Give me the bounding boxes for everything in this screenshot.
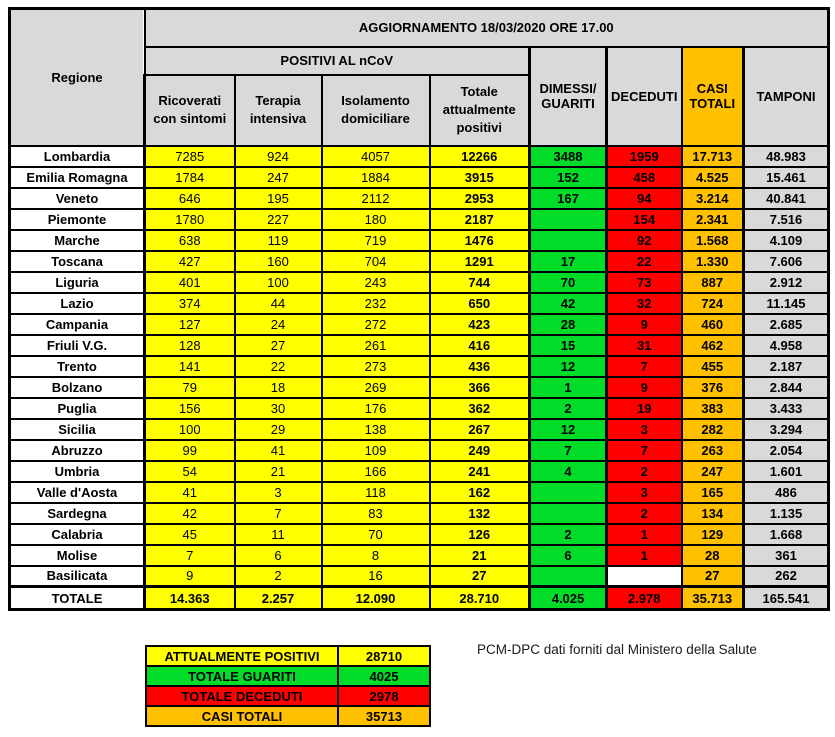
value-cell: 167: [530, 188, 607, 209]
value-cell: 1784: [145, 167, 235, 188]
value-cell: 744: [430, 272, 530, 293]
column-header-dimessi-guariti: DIMESSI/ GUARITI: [530, 47, 607, 146]
summary-row-totale-guariti: [146, 666, 430, 686]
value-cell: 3488: [530, 146, 607, 167]
summary-label: TOTALE DECEDUTI: [146, 686, 338, 706]
value-cell: 269: [322, 377, 430, 398]
value-cell: 1: [607, 545, 682, 566]
value-cell: 1: [607, 524, 682, 545]
value-cell: 21: [235, 461, 322, 482]
value-cell: 460: [682, 314, 744, 335]
value-cell: 2.912: [744, 272, 829, 293]
value-cell: 249: [430, 440, 530, 461]
value-cell: 128: [145, 335, 235, 356]
table-row: [10, 335, 829, 356]
value-cell: 11.145: [744, 293, 829, 314]
group-header-positivi: POSITIVI AL nCoV: [145, 47, 530, 75]
value-cell: 2112: [322, 188, 430, 209]
value-cell: 3.214: [682, 188, 744, 209]
value-cell: 9: [607, 314, 682, 335]
value-cell: 267: [430, 419, 530, 440]
value-cell: 7.516: [744, 209, 829, 230]
value-cell: 9: [607, 377, 682, 398]
value-cell: 29: [235, 419, 322, 440]
value-cell: 427: [145, 251, 235, 272]
value-cell: 83: [322, 503, 430, 524]
value-cell: 650: [430, 293, 530, 314]
table-row: [10, 314, 829, 335]
value-cell: 165: [682, 482, 744, 503]
value-cell: 141: [145, 356, 235, 377]
summary-row-casi-totali: [146, 706, 430, 726]
value-cell: 42: [145, 503, 235, 524]
value-cell: 2.685: [744, 314, 829, 335]
value-cell: [530, 209, 607, 230]
column-header-tamponi: TAMPONI: [744, 47, 829, 146]
value-cell: 6: [235, 545, 322, 566]
value-cell: 12.090: [322, 587, 430, 610]
summary-value: 4025: [338, 666, 430, 686]
summary-legend-table: [145, 645, 431, 727]
value-cell: 41: [235, 440, 322, 461]
summary-label: CASI TOTALI: [146, 706, 338, 726]
table-row: [10, 251, 829, 272]
value-cell: 6: [530, 545, 607, 566]
value-cell: 22: [235, 356, 322, 377]
value-cell: 638: [145, 230, 235, 251]
table-row: [10, 524, 829, 545]
value-cell: 1476: [430, 230, 530, 251]
value-cell: 180: [322, 209, 430, 230]
value-cell: 15.461: [744, 167, 829, 188]
value-cell: 3: [235, 482, 322, 503]
value-cell: 24: [235, 314, 322, 335]
summary-label: TOTALE GUARITI: [146, 666, 338, 686]
value-cell: 127: [145, 314, 235, 335]
region-cell: Toscana: [10, 251, 145, 272]
value-cell: 2: [530, 398, 607, 419]
value-cell: 3: [607, 482, 682, 503]
value-cell: 118: [322, 482, 430, 503]
value-cell: 2.054: [744, 440, 829, 461]
table-row: [10, 461, 829, 482]
table-row: [10, 209, 829, 230]
value-cell: 361: [744, 545, 829, 566]
covid-region-table: [8, 7, 830, 611]
value-cell: 241: [430, 461, 530, 482]
value-cell: 1.668: [744, 524, 829, 545]
value-cell: 704: [322, 251, 430, 272]
value-cell: 7285: [145, 146, 235, 167]
table-row: [10, 188, 829, 209]
value-cell: 27: [235, 335, 322, 356]
value-cell: 14.363: [145, 587, 235, 610]
value-cell: 17: [530, 251, 607, 272]
value-cell: 94: [607, 188, 682, 209]
value-cell: 2: [607, 503, 682, 524]
value-cell: 134: [682, 503, 744, 524]
value-cell: 8: [322, 545, 430, 566]
value-cell: 719: [322, 230, 430, 251]
value-cell: 9: [145, 566, 235, 587]
value-cell: 247: [235, 167, 322, 188]
value-cell: 109: [322, 440, 430, 461]
value-cell: 376: [682, 377, 744, 398]
value-cell: 35.713: [682, 587, 744, 610]
value-cell: 1.568: [682, 230, 744, 251]
value-cell: 4057: [322, 146, 430, 167]
value-cell: 423: [430, 314, 530, 335]
value-cell: 455: [682, 356, 744, 377]
value-cell: 7: [607, 440, 682, 461]
summary-label: ATTUALMENTE POSITIVI: [146, 646, 338, 666]
value-cell: 2.844: [744, 377, 829, 398]
value-cell: 247: [682, 461, 744, 482]
value-cell: 3: [607, 419, 682, 440]
table-row: [10, 566, 829, 587]
value-cell: 2: [607, 461, 682, 482]
value-cell: 4.109: [744, 230, 829, 251]
table-row: [10, 272, 829, 293]
value-cell: 99: [145, 440, 235, 461]
value-cell: 2953: [430, 188, 530, 209]
value-cell: 1884: [322, 167, 430, 188]
value-cell: 12: [530, 356, 607, 377]
region-cell: Piemonte: [10, 209, 145, 230]
value-cell: 4.525: [682, 167, 744, 188]
source-caption: PCM-DPC dati forniti dal Ministero della Salute: [477, 642, 757, 657]
region-cell: Liguria: [10, 272, 145, 293]
value-cell: 48.983: [744, 146, 829, 167]
value-cell: 70: [322, 524, 430, 545]
region-cell: Emilia Romagna: [10, 167, 145, 188]
value-cell: 282: [682, 419, 744, 440]
corner-header-regione: Regione: [10, 9, 145, 146]
table-row: [10, 356, 829, 377]
value-cell: 4: [530, 461, 607, 482]
value-cell: 73: [607, 272, 682, 293]
value-cell: [530, 230, 607, 251]
table-row: [10, 503, 829, 524]
value-cell: 366: [430, 377, 530, 398]
value-cell: 7: [145, 545, 235, 566]
value-cell: 162: [430, 482, 530, 503]
value-cell: 1: [530, 377, 607, 398]
value-cell: 156: [145, 398, 235, 419]
value-cell: 22: [607, 251, 682, 272]
value-cell: 15: [530, 335, 607, 356]
summary-row-attualmente-positivi: [146, 646, 430, 666]
value-cell: 70: [530, 272, 607, 293]
region-cell: Sicilia: [10, 419, 145, 440]
value-cell: 54: [145, 461, 235, 482]
value-cell: 154: [607, 209, 682, 230]
region-cell: Molise: [10, 545, 145, 566]
value-cell: 486: [744, 482, 829, 503]
value-cell: 126: [430, 524, 530, 545]
value-cell: 176: [322, 398, 430, 419]
value-cell: 165.541: [744, 587, 829, 610]
region-cell: Abruzzo: [10, 440, 145, 461]
value-cell: 42: [530, 293, 607, 314]
region-cell: TOTALE: [10, 587, 145, 610]
value-cell: 2: [235, 566, 322, 587]
value-cell: 262: [744, 566, 829, 587]
value-cell: 3915: [430, 167, 530, 188]
table-title: AGGIORNAMENTO 18/03/2020 ORE 17.00: [145, 9, 829, 47]
value-cell: 2: [530, 524, 607, 545]
value-cell: 11: [235, 524, 322, 545]
table-row: [10, 419, 829, 440]
region-cell: Valle d'Aosta: [10, 482, 145, 503]
table-body: [10, 146, 829, 610]
value-cell: 232: [322, 293, 430, 314]
region-cell: Veneto: [10, 188, 145, 209]
value-cell: 4.958: [744, 335, 829, 356]
value-cell: 28: [530, 314, 607, 335]
value-cell: 1.135: [744, 503, 829, 524]
value-cell: 16: [322, 566, 430, 587]
value-cell: 138: [322, 419, 430, 440]
value-cell: [530, 482, 607, 503]
summary-row-totale-deceduti: [146, 686, 430, 706]
value-cell: 119: [235, 230, 322, 251]
value-cell: 166: [322, 461, 430, 482]
value-cell: 17.713: [682, 146, 744, 167]
value-cell: 28: [682, 545, 744, 566]
value-cell: 18: [235, 377, 322, 398]
value-cell: 416: [430, 335, 530, 356]
value-cell: 724: [682, 293, 744, 314]
value-cell: 100: [235, 272, 322, 293]
value-cell: 27: [682, 566, 744, 587]
value-cell: 2187: [430, 209, 530, 230]
value-cell: 12266: [430, 146, 530, 167]
table-row: [10, 482, 829, 503]
value-cell: 129: [682, 524, 744, 545]
value-cell: 272: [322, 314, 430, 335]
value-cell: 152: [530, 167, 607, 188]
region-cell: Basilicata: [10, 566, 145, 587]
value-cell: 40.841: [744, 188, 829, 209]
region-cell: Lazio: [10, 293, 145, 314]
column-header-casi-totali: CASI TOTALI: [682, 47, 744, 146]
region-cell: Sardegna: [10, 503, 145, 524]
table-row: [10, 146, 829, 167]
value-cell: 2.187: [744, 356, 829, 377]
value-cell: 21: [430, 545, 530, 566]
value-cell: 2.978: [607, 587, 682, 610]
value-cell: 263: [682, 440, 744, 461]
value-cell: 100: [145, 419, 235, 440]
value-cell: 362: [430, 398, 530, 419]
value-cell: 160: [235, 251, 322, 272]
value-cell: 45: [145, 524, 235, 545]
value-cell: 646: [145, 188, 235, 209]
summary-value: 2978: [338, 686, 430, 706]
value-cell: [607, 566, 682, 587]
value-cell: 243: [322, 272, 430, 293]
value-cell: 28.710: [430, 587, 530, 610]
column-header-terapia-intensiva: Terapia intensiva: [235, 75, 322, 146]
value-cell: 7.606: [744, 251, 829, 272]
total-row: [10, 587, 829, 610]
value-cell: 92: [607, 230, 682, 251]
value-cell: 3.433: [744, 398, 829, 419]
value-cell: 924: [235, 146, 322, 167]
value-cell: 27: [430, 566, 530, 587]
value-cell: 1959: [607, 146, 682, 167]
summary-value: 35713: [338, 706, 430, 726]
value-cell: 436: [430, 356, 530, 377]
value-cell: [530, 503, 607, 524]
value-cell: 887: [682, 272, 744, 293]
value-cell: 7: [607, 356, 682, 377]
value-cell: 401: [145, 272, 235, 293]
value-cell: 31: [607, 335, 682, 356]
region-cell: Umbria: [10, 461, 145, 482]
summary-value: 28710: [338, 646, 430, 666]
value-cell: 383: [682, 398, 744, 419]
value-cell: 132: [430, 503, 530, 524]
value-cell: 462: [682, 335, 744, 356]
value-cell: 44: [235, 293, 322, 314]
region-cell: Campania: [10, 314, 145, 335]
value-cell: 1291: [430, 251, 530, 272]
table-row: [10, 167, 829, 188]
region-cell: Bolzano: [10, 377, 145, 398]
region-cell: Puglia: [10, 398, 145, 419]
value-cell: 195: [235, 188, 322, 209]
value-cell: 261: [322, 335, 430, 356]
title-row: [10, 9, 829, 47]
value-cell: 19: [607, 398, 682, 419]
value-cell: 7: [530, 440, 607, 461]
value-cell: 458: [607, 167, 682, 188]
table-row: [10, 230, 829, 251]
value-cell: 227: [235, 209, 322, 230]
table-row: [10, 293, 829, 314]
value-cell: 2.341: [682, 209, 744, 230]
value-cell: 4.025: [530, 587, 607, 610]
value-cell: 273: [322, 356, 430, 377]
value-cell: 7: [235, 503, 322, 524]
table-row: [10, 377, 829, 398]
value-cell: 1.330: [682, 251, 744, 272]
column-header-isolamento: Isolamento domiciliare: [322, 75, 430, 146]
table-row: [10, 440, 829, 461]
value-cell: 374: [145, 293, 235, 314]
table-row: [10, 398, 829, 419]
column-header-ricoverati: Ricoverati con sintomi: [145, 75, 235, 146]
value-cell: 3.294: [744, 419, 829, 440]
value-cell: 30: [235, 398, 322, 419]
column-header-deceduti: DECEDUTI: [607, 47, 682, 146]
value-cell: 41: [145, 482, 235, 503]
value-cell: 79: [145, 377, 235, 398]
value-cell: 32: [607, 293, 682, 314]
value-cell: 12: [530, 419, 607, 440]
value-cell: [530, 566, 607, 587]
region-cell: Marche: [10, 230, 145, 251]
region-cell: Lombardia: [10, 146, 145, 167]
region-cell: Trento: [10, 356, 145, 377]
value-cell: 2.257: [235, 587, 322, 610]
column-header-totale-positivi: Totale attualmente positivi: [430, 75, 530, 146]
value-cell: 1.601: [744, 461, 829, 482]
region-cell: Calabria: [10, 524, 145, 545]
region-cell: Friuli V.G.: [10, 335, 145, 356]
table-row: [10, 545, 829, 566]
value-cell: 1780: [145, 209, 235, 230]
